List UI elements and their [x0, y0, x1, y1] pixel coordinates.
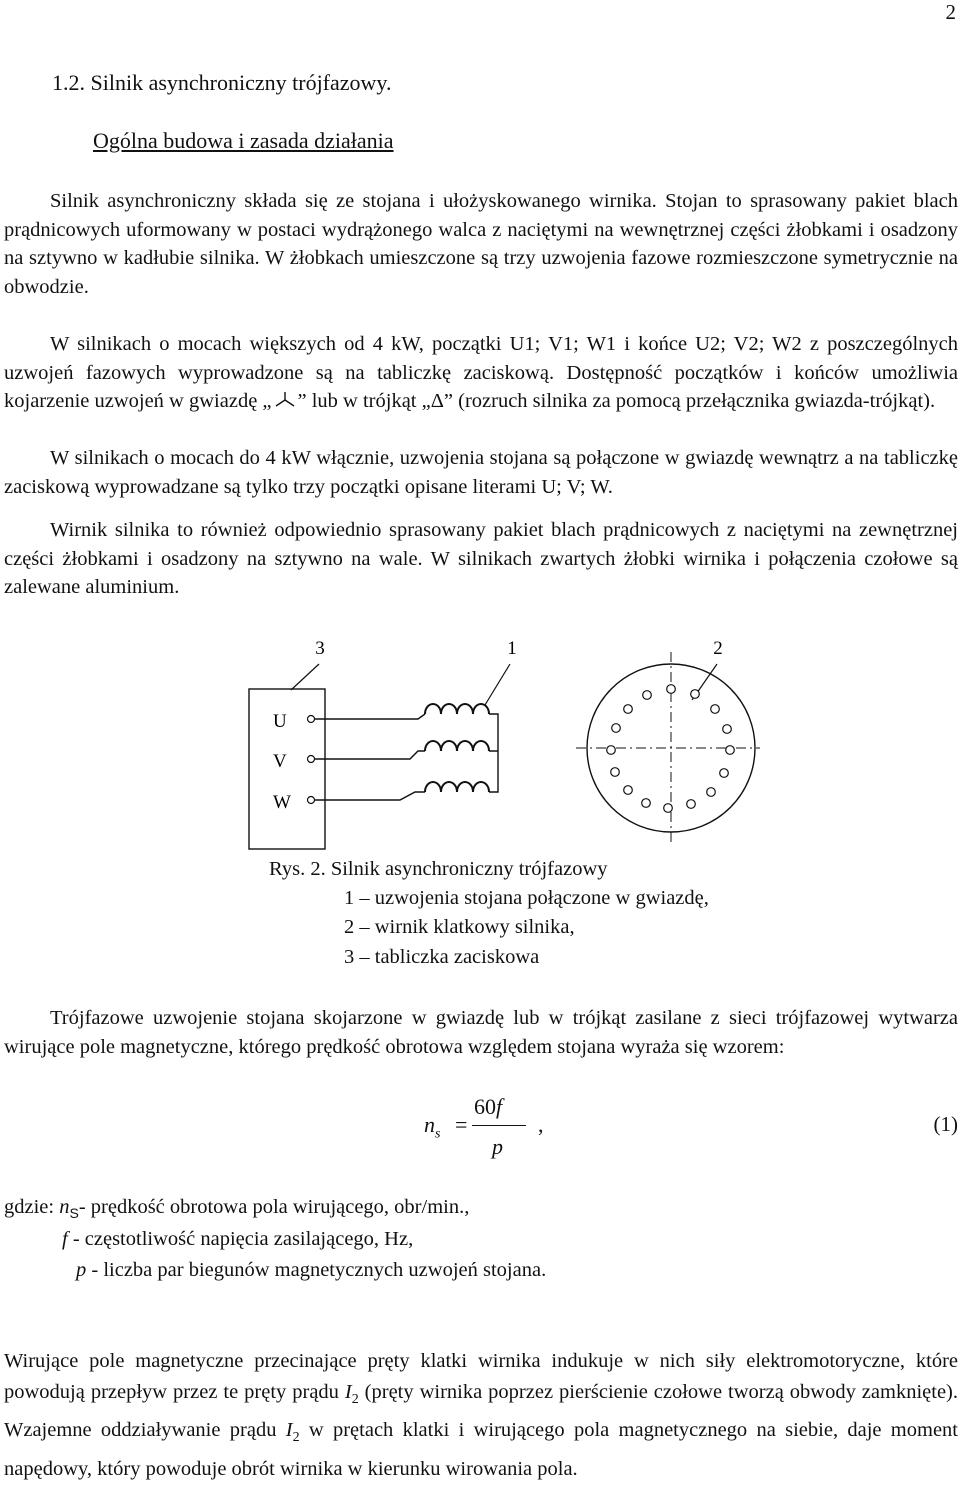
figure-label-windings: 1 — [507, 638, 517, 659]
legend-p: p - liczba par biegunów magnetycznych uzwojeń stojana. — [76, 1259, 547, 1281]
motor-figure — [240, 630, 760, 865]
figure-label-terminal-board: 3 — [315, 638, 325, 659]
wire-v — [315, 751, 426, 759]
paragraph-text: ” lub w trójkąt „Δ” (rozruch silnika za pomocą przełącznika gwiazda-trójkąt). — [297, 390, 936, 413]
paragraph-text: W silnikach o mocach większych od 4 kW, początki U1; V1; W1 i końce U2; V2; W2 z poszczególnych uzwojeń fazowych wyprowadzone są na tabliczkę zaciskową. Dostępność początków i końców umożliwia kojarzenie uzwojeń w gwiazdę „ — [4, 333, 958, 413]
coil-phase-2 — [425, 741, 489, 751]
subsection-title: Ogólna budowa i zasada działania — [93, 128, 394, 153]
equation-number: (1) — [933, 1112, 958, 1136]
equation-comma: , — [538, 1112, 544, 1137]
terminal-board — [249, 689, 325, 849]
terminal-v — [308, 756, 315, 763]
figure-caption-item-1: 1 – uzwojenia stojana połączone w gwiazdę, — [344, 887, 709, 909]
terminal-u — [308, 716, 315, 723]
fraction-bar — [472, 1125, 526, 1126]
page-number: 2 — [945, 0, 956, 24]
figure-caption: Rys. 2. Silnik asynchroniczny trójfazowy — [269, 858, 608, 880]
terminal-label-v: V — [273, 751, 287, 772]
equation-denominator: p — [492, 1134, 503, 1159]
star-point-wire — [489, 714, 498, 792]
section-title: 1.2. Silnik asynchroniczny trójfazowy. — [52, 70, 392, 95]
coil-phase-3 — [425, 782, 489, 792]
leader-line — [485, 664, 510, 705]
wire-w — [315, 792, 426, 800]
equation-lhs: $n_s$ — [424, 1112, 441, 1142]
paragraph-construction: Silnik asynchroniczny składa się ze stojana i ułożyskowanego wirnika. Stojan to sprasowany pakiet blach prądnicowych uformowany w postaci wydrążonego walca z naciętymi na wewnętrznej części żłobkami i osadzony na sztywno w kadłubie silnika. W żłobkach umieszczone są trzy uzwojenia fazowe rozmieszczone symetrycznie na obwodzie. — [4, 190, 958, 298]
paragraph-rotor: Wirnik silnika to również odpowiednio sprasowany pakiet blach prądnicowych z naciętymi na zewnętrznej części żłobkami i osadzony na sztywno na wale. W silnikach zwartych żłobki wirnika i połączenia czołowe są zalewane aluminium. — [4, 519, 958, 599]
coil-phase-1 — [425, 704, 489, 714]
paragraph-rotating-field: Trójfazowe uzwojenie stojana skojarzone w gwiazdę lub w trójkąt zasilane z sieci trójfazowej wytwarza wirujące pole magnetyczne, którego prędkość obrotowa względem stojana wyraża się wzorem: — [4, 1007, 958, 1059]
equation-numerator: 60f — [474, 1094, 503, 1119]
terminal-w — [308, 797, 315, 804]
figure-label-rotor: 2 — [713, 638, 723, 659]
figure-caption-item-2: 2 – wirnik klatkowy silnika, — [344, 916, 575, 938]
legend-f: f - częstotliwość napięcia zasilającego, Hz, — [62, 1228, 414, 1250]
paragraph-induction: Wirujące pole magnetyczne przecinające pręty klatki wirnika indukuje w nich siły elektromotoryczne, które powodują przepływ przez te pręty prądu $I_2$ (pręty wirnika poprzez pierścienie czołowe tworzą obwody zamknięte). Wzajemne oddziaływanie prądu $I_2$ w prętach klatki i wirującego pola magnetycznego na siebie, daje moment napędowy, który powoduje obrót wirnika w kierunku wirowania pola. — [4, 1350, 958, 1480]
paragraph-terminals-large — [4, 330, 958, 416]
terminal-label-w: W — [273, 792, 291, 813]
leader-line — [291, 664, 319, 690]
paragraph-terminals-small: W silnikach o mocach do 4 kW włącznie, uzwojenia stojana są połączone w gwiazdę wewnątrz a na tabliczkę zaciskową wyprowadzane są tylko trzy początki opisane literami U; V; W. — [4, 447, 958, 498]
legend-ns: gdzie: $n_S-$ prędkość obrotowa pola wirującego, obr/min., — [4, 1196, 470, 1222]
star-connection-icon — [272, 390, 298, 410]
figure-caption-item-3: 3 – tabliczka zaciskowa — [344, 946, 540, 968]
equation-equals: = — [455, 1112, 468, 1137]
wire-u — [315, 714, 426, 719]
terminal-label-u: U — [273, 711, 287, 732]
rotor-cage — [576, 652, 760, 844]
